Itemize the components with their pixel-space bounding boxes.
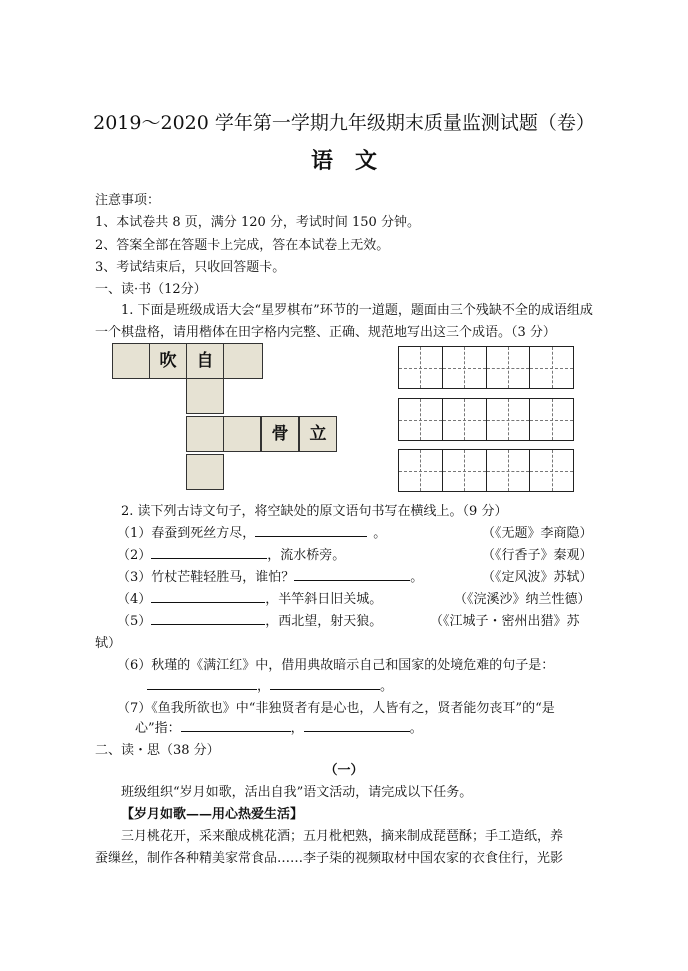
answer-blank[interactable] <box>270 677 380 690</box>
q2-intro: 2. 读下列古诗文句子，将空缺处的原文语句书写在横线上。（9 分） <box>121 504 508 519</box>
crossword-cell: 骨 <box>261 416 299 452</box>
crossword-cell <box>223 343 263 379</box>
crossword-cell: 自 <box>186 343 224 379</box>
crossword-cell: 吹 <box>149 343 187 379</box>
poem-source: （《行香子》秦观） <box>482 548 593 563</box>
answer-blank[interactable] <box>147 677 257 690</box>
notice-item: 2、答案全部在答题卡上完成，答在本试卷上无效。 <box>95 238 390 253</box>
poem-line: （5） ，西北望，射天狼。 <box>117 614 383 629</box>
poem-source: （《无题》李商隐） <box>482 526 593 541</box>
crossword-cell <box>223 416 261 452</box>
answer-blank[interactable] <box>151 590 265 603</box>
answer-blank[interactable] <box>151 612 265 625</box>
answer-grid-row[interactable] <box>398 449 574 492</box>
answer-blank[interactable] <box>151 546 267 559</box>
q7-text: （7）《鱼我所欲也》中“非独贤者有是心也，人皆有之，贤者能勿丧耳”的“是 <box>117 701 555 716</box>
notice-heading: 注意事项： <box>95 193 161 208</box>
poem-source: （《定风波》苏轼） <box>482 570 593 585</box>
answer-blank[interactable] <box>255 524 367 537</box>
crossword-cell <box>112 343 150 379</box>
section1-heading: 一、读·书（12分） <box>95 282 207 297</box>
crossword-cell <box>186 454 224 490</box>
q7-answer: 心”指： ， 。 <box>135 721 423 736</box>
poem-source: （《江城子・密州出猎》苏 <box>430 614 580 629</box>
poem-line: （3）竹杖芒鞋轻胜马，谁怕？ 。 <box>117 570 424 585</box>
answer-blank[interactable] <box>181 719 291 732</box>
answer-blank[interactable] <box>304 719 410 732</box>
notice-item: 1、本试卷共 8 页，满分 120 分，考试时间 150 分钟。 <box>95 215 420 230</box>
answer-grid-row[interactable] <box>398 346 574 389</box>
passage-line: 三月桃花开，采来酿成桃花酒；五月枇杷熟，摘来制成琵琶酥；手工造纸，养 <box>121 829 564 844</box>
poem-line: （1）春蚕到死丝方尽， 。 <box>117 526 387 541</box>
crossword-cell <box>186 378 224 414</box>
answer-blank[interactable] <box>294 568 410 581</box>
poem-line: （2） ，流水桥旁。 <box>117 548 346 563</box>
answer-grid-row[interactable] <box>398 398 574 441</box>
subject-title: 语文 <box>310 148 399 174</box>
task-subheading: 【岁月如歌——用心热爱生活】 <box>121 807 304 822</box>
poem-source-cont: 轼） <box>95 636 122 651</box>
part-heading: （一） <box>324 763 364 778</box>
q6-answer: ， 。 <box>147 675 393 694</box>
notice-item: 3、考试结束后，只收回答题卡。 <box>95 260 286 275</box>
crossword-cell: 立 <box>299 416 337 452</box>
poem-line: （4） ，半竿斜日旧关城。 <box>117 592 383 607</box>
q1-text-cont: 一个棋盘格，请用楷体在田字格内完整、正确、规范地写出这三个成语。（3 分） <box>95 325 556 340</box>
q6-text: （6）秋瑾的《满江红》中，借用典故暗示自己和国家的处境危难的句子是： <box>117 658 555 673</box>
q1-text: 1. 下面是班级成语大会“星罗棋布”环节的一道题，题面由三个残缺不全的成语组成 <box>121 303 593 318</box>
poem-source: （《浣溪沙》纳兰性德） <box>454 592 591 607</box>
activity-intro: 班级组织“岁月如歌，活出自我”语文活动，请完成以下任务。 <box>121 785 473 800</box>
exam-title: 2019～2020 学年第一学期九年级期末质量监测试题（卷） <box>93 112 595 134</box>
passage-line: 蚕缫丝，制作各种精美家常食品……李子柒的视频取材中国农家的衣食住行，光影 <box>95 851 564 866</box>
crossword-cell <box>186 416 224 452</box>
section2-heading: 二、读・思（38 分） <box>95 743 220 758</box>
